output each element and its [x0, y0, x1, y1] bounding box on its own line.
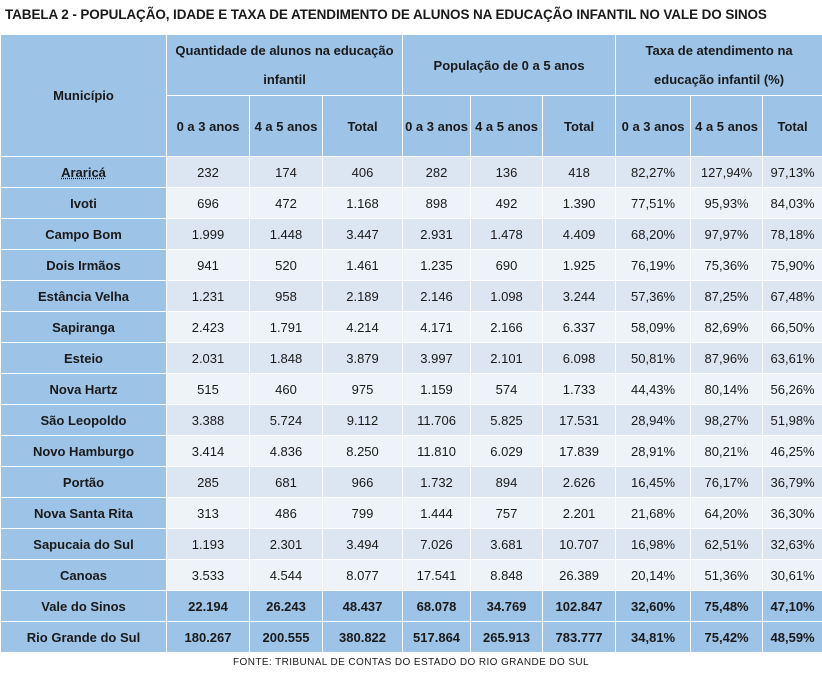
value-cell: 17.541 — [403, 560, 471, 591]
subheader-cell: Total — [763, 96, 822, 157]
table-row — [1, 250, 822, 281]
value-cell: 26.389 — [543, 560, 616, 591]
municipio-name — [1, 157, 167, 188]
table-row — [1, 343, 822, 374]
value-cell: 57,36% — [616, 281, 691, 312]
total-value-cell: 32,60% — [616, 591, 691, 622]
value-cell: 2.301 — [250, 529, 323, 560]
total-value-cell: 783.777 — [543, 622, 616, 653]
value-cell: 68,20% — [616, 219, 691, 250]
value-cell: 80,14% — [691, 374, 763, 405]
subheader-cell: Total — [543, 96, 616, 157]
source-note: FONTE: TRIBUNAL DE CONTAS DO ESTADO DO RIO GRANDE DO SUL — [233, 657, 589, 668]
value-cell: 2.101 — [471, 343, 543, 374]
table-row — [1, 467, 822, 498]
municipio-name: Novo Hamburgo — [1, 436, 167, 467]
value-cell: 4.409 — [543, 219, 616, 250]
value-cell: 63,61% — [763, 343, 822, 374]
value-cell: 690 — [471, 250, 543, 281]
value-cell: 515 — [167, 374, 250, 405]
value-cell: 1.193 — [167, 529, 250, 560]
value-cell: 3.533 — [167, 560, 250, 591]
total-value-cell: 102.847 — [543, 591, 616, 622]
municipio-name: Sapiranga — [1, 312, 167, 343]
total-value-cell: 380.822 — [323, 622, 403, 653]
subheader-cell: 4 a 5 anos — [691, 96, 763, 157]
value-cell: 84,03% — [763, 188, 822, 219]
value-cell: 1.791 — [250, 312, 323, 343]
value-cell: 75,36% — [691, 250, 763, 281]
value-cell: 1.168 — [323, 188, 403, 219]
value-cell: 4.836 — [250, 436, 323, 467]
total-value-cell: 75,48% — [691, 591, 763, 622]
value-cell: 5.724 — [250, 405, 323, 436]
value-cell: 492 — [471, 188, 543, 219]
value-cell: 62,51% — [691, 529, 763, 560]
value-cell: 51,98% — [763, 405, 822, 436]
value-cell: 76,17% — [691, 467, 763, 498]
value-cell: 3.244 — [543, 281, 616, 312]
value-cell: 58,09% — [616, 312, 691, 343]
total-value-cell: 34,81% — [616, 622, 691, 653]
value-cell: 32,63% — [763, 529, 822, 560]
value-cell: 285 — [167, 467, 250, 498]
value-cell: 36,30% — [763, 498, 822, 529]
value-cell: 472 — [250, 188, 323, 219]
value-cell: 2.626 — [543, 467, 616, 498]
value-cell: 418 — [543, 157, 616, 188]
table-row — [1, 281, 822, 312]
table-row — [1, 312, 822, 343]
value-cell: 894 — [471, 467, 543, 498]
municipio-name: Canoas — [1, 560, 167, 591]
value-cell: 3.494 — [323, 529, 403, 560]
value-cell: 30,61% — [763, 560, 822, 591]
value-cell: 1.235 — [403, 250, 471, 281]
table-row — [1, 157, 822, 188]
table-row — [1, 529, 822, 560]
subheader-cell: 4 a 5 anos — [471, 96, 543, 157]
value-cell: 51,36% — [691, 560, 763, 591]
value-cell: 1.478 — [471, 219, 543, 250]
value-cell: 1.999 — [167, 219, 250, 250]
value-cell: 2.201 — [543, 498, 616, 529]
value-cell: 98,27% — [691, 405, 763, 436]
subheader-cell: Total — [323, 96, 403, 157]
value-cell: 2.423 — [167, 312, 250, 343]
value-cell: 757 — [471, 498, 543, 529]
value-cell: 2.031 — [167, 343, 250, 374]
value-cell: 282 — [403, 157, 471, 188]
value-cell: 7.026 — [403, 529, 471, 560]
value-cell: 6.029 — [471, 436, 543, 467]
municipio-name: Estância Velha — [1, 281, 167, 312]
value-cell: 56,26% — [763, 374, 822, 405]
subheader-cell: 0 a 3 anos — [167, 96, 250, 157]
value-cell: 3.879 — [323, 343, 403, 374]
total-row — [1, 622, 822, 653]
value-cell: 313 — [167, 498, 250, 529]
table-row — [1, 405, 822, 436]
value-cell: 66,50% — [763, 312, 822, 343]
value-cell: 87,96% — [691, 343, 763, 374]
table-row — [1, 219, 822, 250]
header-populacao: População de 0 a 5 anos — [403, 35, 616, 96]
table-row — [1, 436, 822, 467]
total-value-cell: 48.437 — [323, 591, 403, 622]
value-cell: 75,90% — [763, 250, 822, 281]
value-cell: 80,21% — [691, 436, 763, 467]
value-cell: 9.112 — [323, 405, 403, 436]
value-cell: 1.390 — [543, 188, 616, 219]
value-cell: 898 — [403, 188, 471, 219]
value-cell: 1.444 — [403, 498, 471, 529]
value-cell: 520 — [250, 250, 323, 281]
municipio-name: Portão — [1, 467, 167, 498]
value-cell: 127,94% — [691, 157, 763, 188]
value-cell: 966 — [323, 467, 403, 498]
value-cell: 17.531 — [543, 405, 616, 436]
value-cell: 3.447 — [323, 219, 403, 250]
header-quantidade: Quantidade de alunos na educação infantil — [167, 35, 403, 96]
value-cell: 8.077 — [323, 560, 403, 591]
value-cell: 3.997 — [403, 343, 471, 374]
total-value-cell: 34.769 — [471, 591, 543, 622]
value-cell: 17.839 — [543, 436, 616, 467]
total-name: Rio Grande do Sul — [1, 622, 167, 653]
municipio-name: Campo Bom — [1, 219, 167, 250]
value-cell: 6.337 — [543, 312, 616, 343]
municipio-name: Sapucaia do Sul — [1, 529, 167, 560]
total-row — [1, 591, 822, 622]
value-cell: 2.146 — [403, 281, 471, 312]
total-value-cell: 75,42% — [691, 622, 763, 653]
value-cell: 10.707 — [543, 529, 616, 560]
value-cell: 696 — [167, 188, 250, 219]
value-cell: 2.931 — [403, 219, 471, 250]
total-value-cell: 68.078 — [403, 591, 471, 622]
total-value-cell: 26.243 — [250, 591, 323, 622]
total-value-cell: 517.864 — [403, 622, 471, 653]
subheader-cell: 4 a 5 anos — [250, 96, 323, 157]
total-name: Vale do Sinos — [1, 591, 167, 622]
value-cell: 1.732 — [403, 467, 471, 498]
value-cell: 232 — [167, 157, 250, 188]
value-cell: 4.171 — [403, 312, 471, 343]
value-cell: 1.733 — [543, 374, 616, 405]
value-cell: 16,98% — [616, 529, 691, 560]
municipio-name: São Leopoldo — [1, 405, 167, 436]
total-value-cell: 47,10% — [763, 591, 822, 622]
total-value-cell: 48,59% — [763, 622, 822, 653]
value-cell: 97,13% — [763, 157, 822, 188]
value-cell: 3.681 — [471, 529, 543, 560]
value-cell: 1.461 — [323, 250, 403, 281]
value-cell: 136 — [471, 157, 543, 188]
value-cell: 1.159 — [403, 374, 471, 405]
value-cell: 67,48% — [763, 281, 822, 312]
value-cell: 28,94% — [616, 405, 691, 436]
value-cell: 4.544 — [250, 560, 323, 591]
value-cell: 2.189 — [323, 281, 403, 312]
value-cell: 16,45% — [616, 467, 691, 498]
total-value-cell: 200.555 — [250, 622, 323, 653]
municipio-name: Nova Santa Rita — [1, 498, 167, 529]
value-cell: 20,14% — [616, 560, 691, 591]
value-cell: 799 — [323, 498, 403, 529]
value-cell: 64,20% — [691, 498, 763, 529]
value-cell: 11.706 — [403, 405, 471, 436]
municipio-name: Nova Hartz — [1, 374, 167, 405]
total-value-cell: 265.913 — [471, 622, 543, 653]
value-cell: 8.848 — [471, 560, 543, 591]
value-cell: 1.448 — [250, 219, 323, 250]
value-cell: 76,19% — [616, 250, 691, 281]
value-cell: 1.098 — [471, 281, 543, 312]
value-cell: 4.214 — [323, 312, 403, 343]
table-row — [1, 498, 822, 529]
total-value-cell: 180.267 — [167, 622, 250, 653]
value-cell: 8.250 — [323, 436, 403, 467]
value-cell: 941 — [167, 250, 250, 281]
value-cell: 1.925 — [543, 250, 616, 281]
value-cell: 77,51% — [616, 188, 691, 219]
value-cell: 3.414 — [167, 436, 250, 467]
value-cell: 406 — [323, 157, 403, 188]
value-cell: 21,68% — [616, 498, 691, 529]
header-municipio: Município — [1, 35, 167, 157]
total-value-cell: 22.194 — [167, 591, 250, 622]
municipio-name-text: Araricá — [61, 164, 106, 180]
value-cell: 87,25% — [691, 281, 763, 312]
value-cell: 574 — [471, 374, 543, 405]
subheader-cell: 0 a 3 anos — [616, 96, 691, 157]
value-cell: 46,25% — [763, 436, 822, 467]
value-cell: 78,18% — [763, 219, 822, 250]
table-title: TABELA 2 - POPULAÇÃO, IDADE E TAXA DE ATENDIMENTO DE ALUNOS NA EDUCAÇÃO INFANTIL NO VALE DO SINOS — [5, 7, 767, 22]
table-row — [1, 560, 822, 591]
value-cell: 486 — [250, 498, 323, 529]
value-cell: 2.166 — [471, 312, 543, 343]
value-cell: 6.098 — [543, 343, 616, 374]
value-cell: 95,93% — [691, 188, 763, 219]
value-cell: 97,97% — [691, 219, 763, 250]
value-cell: 11.810 — [403, 436, 471, 467]
municipio-name: Ivoti — [1, 188, 167, 219]
value-cell: 36,79% — [763, 467, 822, 498]
value-cell: 174 — [250, 157, 323, 188]
subheader-cell: 0 a 3 anos — [403, 96, 471, 157]
value-cell: 3.388 — [167, 405, 250, 436]
value-cell: 460 — [250, 374, 323, 405]
value-cell: 958 — [250, 281, 323, 312]
value-cell: 82,27% — [616, 157, 691, 188]
header-taxa: Taxa de atendimento na educação infantil (%) — [616, 35, 822, 96]
value-cell: 44,43% — [616, 374, 691, 405]
value-cell: 1.231 — [167, 281, 250, 312]
municipio-name: Esteio — [1, 343, 167, 374]
value-cell: 681 — [250, 467, 323, 498]
value-cell: 82,69% — [691, 312, 763, 343]
value-cell: 5.825 — [471, 405, 543, 436]
value-cell: 28,91% — [616, 436, 691, 467]
municipio-name: Dois Irmãos — [1, 250, 167, 281]
value-cell: 975 — [323, 374, 403, 405]
value-cell: 50,81% — [616, 343, 691, 374]
value-cell: 1.848 — [250, 343, 323, 374]
table-row — [1, 188, 822, 219]
table-row — [1, 374, 822, 405]
data-table — [0, 34, 822, 653]
